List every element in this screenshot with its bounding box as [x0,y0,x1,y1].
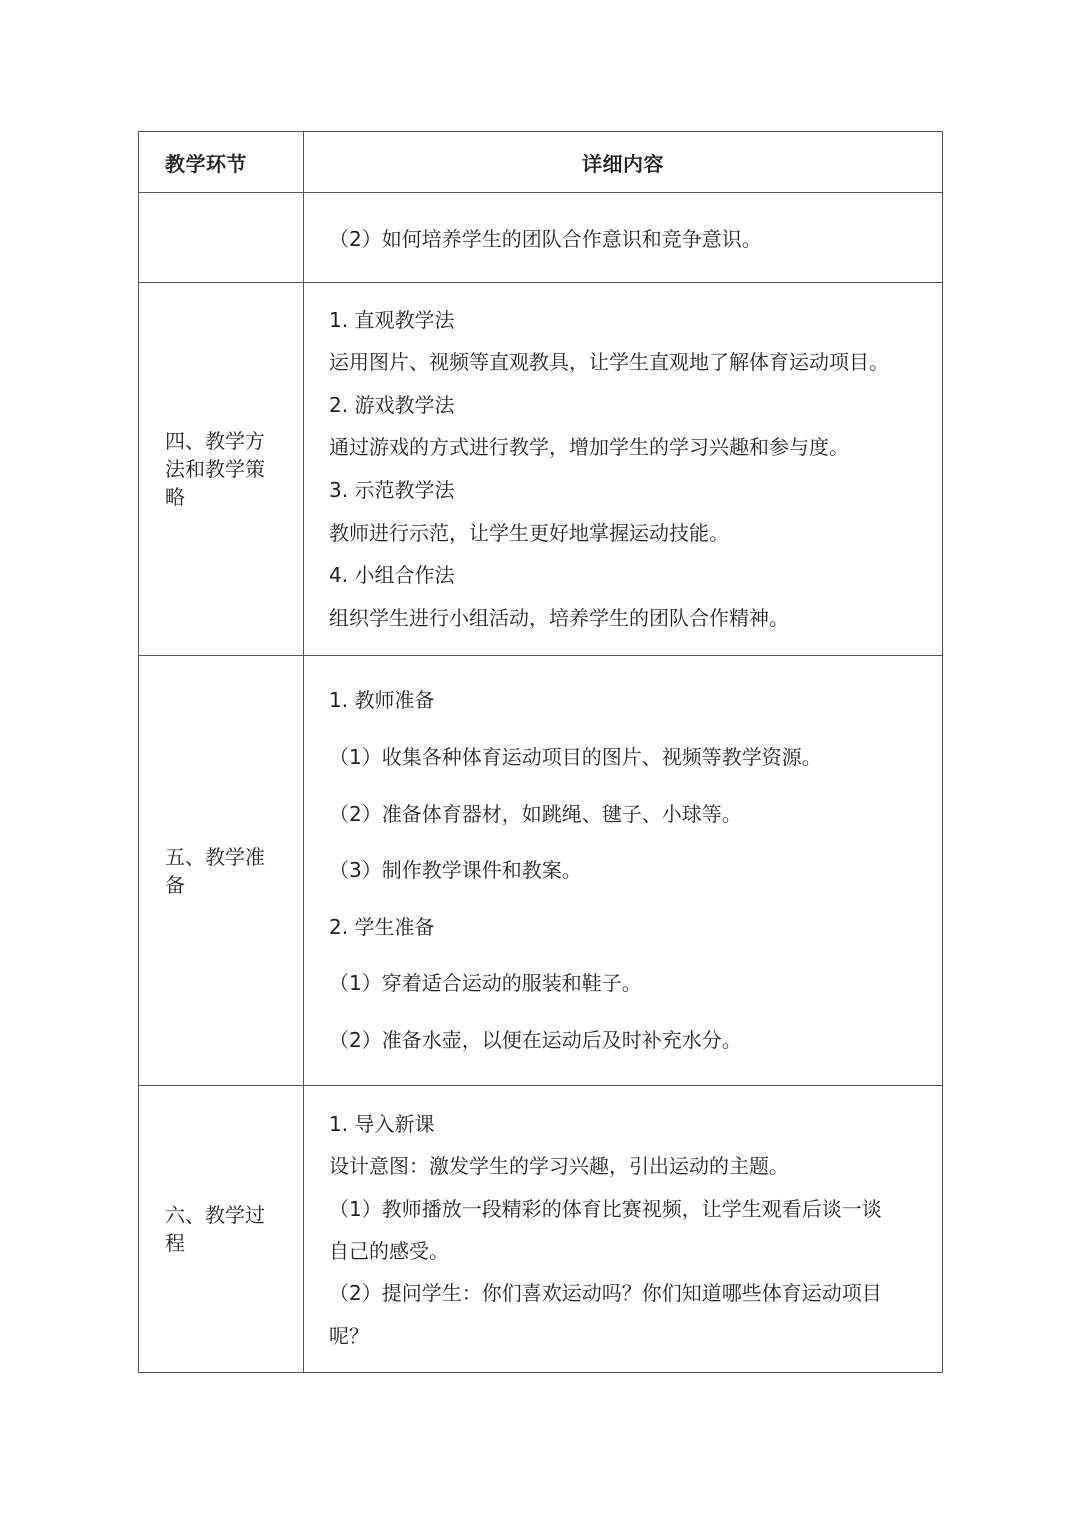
detail-line: 2. 游戏教学法 [329,392,455,417]
stage-cell [139,193,304,283]
detail-line: 2. 学生准备 [329,914,435,939]
stage-cell: 四、教学方法和教学策略 [139,283,304,656]
detail-line: （2）如何培养学生的团队合作意识和竞争意识。 [329,226,762,251]
detail-line: （2）准备水壶，以便在运动后及时补充水分。 [329,1027,742,1052]
table-row [139,283,943,656]
stage-cell: 五、教学准备 [139,656,304,1086]
detail-line: 通过游戏的方式进行教学，增加学生的学习兴趣和参与度。 [329,435,849,460]
detail-line: 3. 示范教学法 [329,478,455,502]
detail-line: 设计意图：激发学生的学习兴趣，引出运动的主题。 [329,1154,789,1179]
table-row [139,656,943,1086]
detail-line: 呢？ [329,1323,369,1348]
header-detail: 详细内容 [304,132,943,193]
detail-line: （1）穿着适合运动的服装和鞋子。 [329,971,642,996]
detail-line: （2）提问学生：你们喜欢运动吗？你们知道哪些体育运动项目 [329,1281,882,1306]
detail-line: 1. 直观教学法 [329,307,455,332]
detail-line: 1. 教师准备 [329,688,435,713]
detail-line: 1. 导入新课 [329,1112,435,1137]
detail-line: （1）教师播放一段精彩的体育比赛视频，让学生观看后谈一谈 [329,1196,882,1221]
table-header-row [139,132,943,193]
detail-line: （1）收集各种体育运动项目的图片、视频等教学资源。 [329,745,822,770]
detail-line: 4. 小组合作法 [329,563,455,588]
detail-cell [304,656,943,1086]
detail-line: 组织学生进行小组活动，培养学生的团队合作精神。 [329,605,789,630]
table-row [139,1086,943,1373]
detail-line: 运用图片、视频等直观教具，让学生直观地了解体育运动项目。 [329,350,889,375]
table-row [139,193,943,283]
detail-cell [304,1086,943,1373]
detail-line: （3）制作教学课件和教案。 [329,858,582,883]
detail-line: 自己的感受。 [329,1239,449,1263]
stage-cell: 六、教学过程 [139,1086,304,1373]
detail-cell [304,193,943,283]
header-stage: 教学环节 [139,132,304,193]
lesson-plan-table [138,131,943,1373]
detail-line: （2）准备体育器材，如跳绳、毽子、小球等。 [329,801,742,826]
detail-cell [304,283,943,656]
detail-line: 教师进行示范，让学生更好地掌握运动技能。 [329,520,729,545]
